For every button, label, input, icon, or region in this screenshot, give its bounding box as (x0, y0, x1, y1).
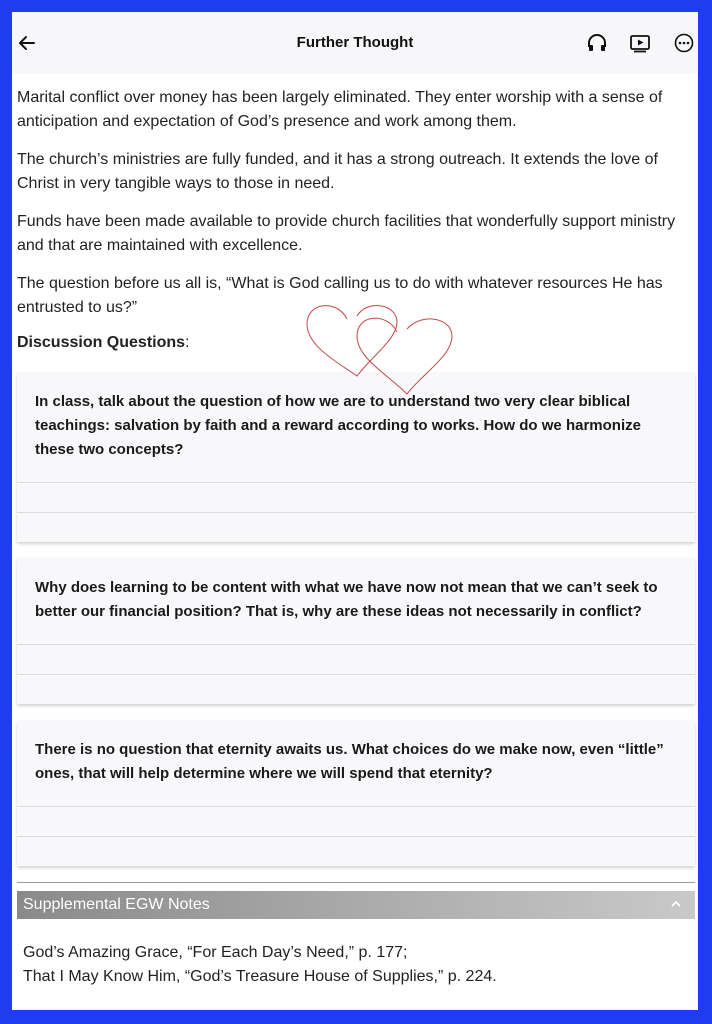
answer-line[interactable] (17, 836, 695, 866)
answer-line[interactable] (17, 806, 695, 836)
answer-line[interactable] (17, 674, 695, 704)
discussion-label: Discussion Questions (17, 334, 186, 351)
content (17, 74, 693, 989)
hearts-doodle (302, 294, 462, 404)
screen (12, 12, 698, 1010)
supplemental-line: That I May Know Him, “God’s Treasure House of Supplies,” p. 224. (23, 968, 497, 985)
supplemental-title: Supplemental EGW Notes (23, 896, 210, 913)
paragraph: Funds have been made available to provide church facilities that wonderfully support ministry and that are maintained with excellence. (17, 213, 676, 254)
answer-area[interactable] (17, 482, 695, 542)
answer-area[interactable] (17, 806, 695, 866)
answer-line[interactable] (17, 512, 695, 542)
question-text: Why does learning to be content with what we have now not mean that we can’t seek to better our financial position? That is, why are these ideas not necessarily in conflict? (35, 579, 658, 620)
answer-area[interactable] (17, 644, 695, 704)
play-video-icon[interactable] (629, 32, 651, 54)
divider (17, 882, 695, 883)
heart-right (357, 318, 452, 394)
supplemental-line: God’s Amazing Grace, “For Each Day’s Need,” p. 177; (23, 944, 408, 961)
question-card (17, 720, 695, 866)
answer-line[interactable] (17, 482, 695, 512)
paragraph: The question before us all is, “What is God calling us to do with whatever resources He has entrusted to us?” (17, 275, 663, 316)
question-card (17, 558, 695, 704)
supplemental-notes (17, 919, 693, 989)
chevron-up-icon[interactable] (669, 897, 683, 911)
top-bar (12, 12, 698, 74)
supplemental-header[interactable] (17, 891, 695, 919)
heart-left (307, 306, 397, 376)
paragraph: Marital conflict over money has been largely eliminated. They enter worship with a sense of anticipation and expectation of God’s presence and work among them. (17, 89, 663, 130)
page-title: Further Thought (296, 34, 414, 51)
more-options-icon[interactable] (673, 32, 695, 54)
paragraph: The church’s ministries are fully funded, and it has a strong outreach. It extends the love of Christ in very tangible ways to those in need. (17, 151, 658, 192)
answer-line[interactable] (17, 644, 695, 674)
question-text: In class, talk about the question of how we are to understand two very clear biblical teachings: salvation by faith and a reward according to works. How do we harmonize these two concepts? (35, 393, 641, 458)
discussion-colon: : (185, 334, 190, 351)
headphones-icon[interactable] (586, 32, 608, 54)
question-text: There is no question that eternity awaits us. What choices do we make now, even “little” ones, that will help determine where we will spend that eternity? (35, 741, 664, 782)
